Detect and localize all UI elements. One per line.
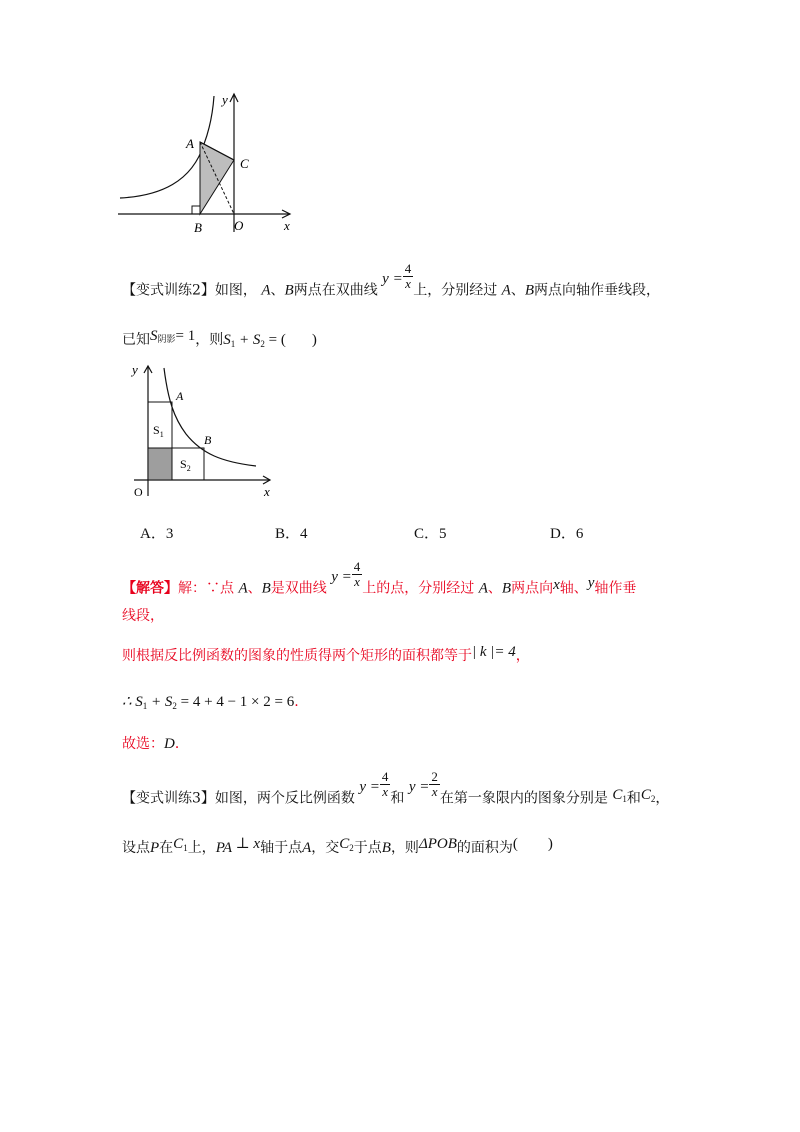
close-paren: ): [311, 332, 317, 348]
numerator: 2: [431, 769, 438, 784]
label-O: O: [134, 485, 143, 499]
text: 如图，两个反比例函数: [214, 790, 355, 807]
fraction-4-over-x: [380, 770, 391, 799]
point-P: P: [150, 840, 160, 856]
period: .: [294, 694, 299, 710]
point-B: B: [381, 840, 391, 856]
sep: 、: [487, 580, 502, 597]
curve-C1: C: [173, 836, 184, 852]
label-x: x: [264, 484, 270, 499]
text: 的面积为: [456, 840, 513, 856]
text: ，则: [195, 332, 224, 348]
exercise-3-tag: 【变式训练3】: [122, 790, 215, 807]
exercise-2-line-1: [122, 261, 660, 305]
answer-line-5: [122, 734, 189, 754]
point-A: A: [238, 580, 248, 597]
eq2-y: y =: [408, 778, 430, 795]
text: 轴、: [559, 580, 588, 597]
text: 两点向: [511, 580, 554, 597]
equals-paren: = (: [264, 332, 286, 348]
text: ，则: [390, 840, 419, 856]
calculation: = 4 + 4 − 1 × 2 = 6: [176, 694, 295, 710]
point-A: A: [478, 580, 488, 597]
point-A: A: [302, 840, 312, 856]
label-B: B: [204, 433, 212, 447]
text: 和: [390, 790, 405, 807]
eq-1: = 1: [175, 328, 196, 344]
answer-tag: 【解答】: [122, 580, 178, 597]
text: 和: [626, 790, 641, 807]
triangle-POB: ΔPOB: [418, 836, 457, 852]
text: ，: [515, 648, 530, 664]
eq-y: y =: [331, 568, 352, 585]
fraction-4-over-x: [352, 560, 363, 589]
text: ，: [655, 790, 670, 807]
exercise-2-line-2: [122, 330, 317, 354]
answer-line-1: [122, 559, 637, 603]
perp-x: ⊥ x: [231, 836, 261, 852]
text: 设点: [122, 840, 150, 856]
sub-2: 2: [260, 339, 265, 349]
numerator: 4: [381, 769, 389, 784]
text: 故选：: [122, 736, 164, 752]
option-B[interactable]: B．4: [275, 526, 308, 542]
sub-2: 2: [349, 843, 354, 853]
shadow-sub: 阴影: [157, 335, 176, 345]
sub-2: 2: [650, 793, 656, 804]
label-S1: [153, 423, 164, 439]
numerator: 4: [353, 559, 361, 574]
text: 两点在双曲线: [293, 282, 378, 299]
sub-1: 1: [230, 339, 236, 349]
point-A: A: [501, 282, 511, 299]
figure-1: [110, 90, 310, 240]
answer-line-3: [122, 646, 530, 666]
shaded-rectangle: [148, 448, 172, 480]
sep: 、: [510, 282, 525, 299]
text: 在: [159, 840, 174, 856]
label-S2: [180, 457, 191, 473]
text: 于点: [353, 840, 382, 856]
text: 轴于点: [260, 840, 303, 856]
curve-C2: C: [640, 786, 651, 803]
answer-line-4: [122, 692, 299, 716]
eq1-y: y =: [359, 778, 380, 795]
text: ．: [174, 736, 189, 752]
fraction-2-over-x: [429, 770, 440, 799]
sub-2: 2: [172, 701, 177, 711]
option-C[interactable]: C．5: [414, 526, 447, 542]
therefore-S1: ∴ S: [122, 694, 143, 710]
PA: PA: [215, 840, 232, 856]
text: 上，分别经过: [413, 282, 498, 299]
figure-2: [120, 360, 285, 505]
text: 在第一象限内的图象分别是: [439, 790, 608, 807]
fraction-4-over-x: [403, 262, 414, 291]
denominator: x: [382, 784, 389, 799]
answer-line-2: 线段，: [122, 608, 164, 624]
label-O: O: [234, 218, 244, 233]
text: 是双曲线: [270, 580, 327, 597]
choice-D: D: [164, 736, 175, 752]
label-S2-S: S: [180, 457, 187, 471]
abs-k-eq: | k |= 4: [472, 644, 516, 660]
label-S1-S: S: [153, 423, 160, 437]
sub-1: 1: [183, 843, 188, 853]
S1: S: [223, 332, 231, 348]
point-B: B: [261, 580, 271, 597]
text: 解：∵点: [178, 580, 234, 597]
point-B: B: [501, 580, 512, 597]
point-B: B: [524, 282, 534, 299]
answer-paren: ( ): [512, 836, 553, 852]
exercise-3-line-1: [122, 769, 670, 813]
sub-1: 1: [622, 793, 627, 804]
label-S1-sub: 1: [159, 430, 164, 439]
exercise-3-line-2: [122, 838, 553, 862]
rectangle-S1: [148, 402, 172, 448]
plus-S2: + S: [147, 694, 173, 710]
label-y: y: [222, 92, 228, 107]
label-S2-sub: 2: [186, 464, 191, 473]
right-angle-mark: [192, 206, 200, 214]
option-D[interactable]: D．6: [550, 526, 584, 542]
plus-S2: + S: [235, 332, 261, 348]
point-A: A: [261, 282, 271, 299]
S-shadow: S: [150, 328, 158, 344]
text: 上，: [187, 840, 216, 856]
text: 已知: [122, 332, 150, 348]
curve-C2: C: [339, 836, 350, 852]
denominator: x: [431, 784, 438, 799]
sep: 、: [247, 580, 262, 597]
text: 则根据反比例函数的图象的性质得两个矩形的面积都等于: [122, 648, 472, 664]
label-x: x: [284, 218, 290, 233]
curve-C1: C: [612, 786, 623, 803]
y-var: y: [587, 574, 595, 591]
option-A[interactable]: A．3: [140, 526, 174, 542]
label-y: y: [132, 362, 138, 377]
hyperbola-curve: [164, 368, 256, 466]
point-B: B: [284, 282, 294, 299]
exercise-2-tag: 【变式训练2】: [122, 282, 215, 299]
denominator: x: [354, 574, 360, 589]
label-C: C: [240, 156, 249, 171]
eq-y: y =: [382, 270, 403, 287]
label-A: A: [186, 136, 194, 151]
text: 如图，: [214, 282, 257, 299]
numerator: 4: [404, 261, 412, 276]
text: ，交: [311, 840, 340, 856]
text: 两点向轴作垂线段，: [534, 282, 660, 299]
denominator: x: [405, 276, 411, 291]
text: 轴作垂: [594, 580, 637, 597]
label-B: B: [194, 220, 202, 235]
text: 上的点，分别经过: [362, 580, 475, 597]
sep: 、: [270, 282, 285, 299]
x-var: x: [553, 576, 560, 593]
sub-1: 1: [142, 701, 148, 711]
label-A: A: [176, 389, 184, 403]
